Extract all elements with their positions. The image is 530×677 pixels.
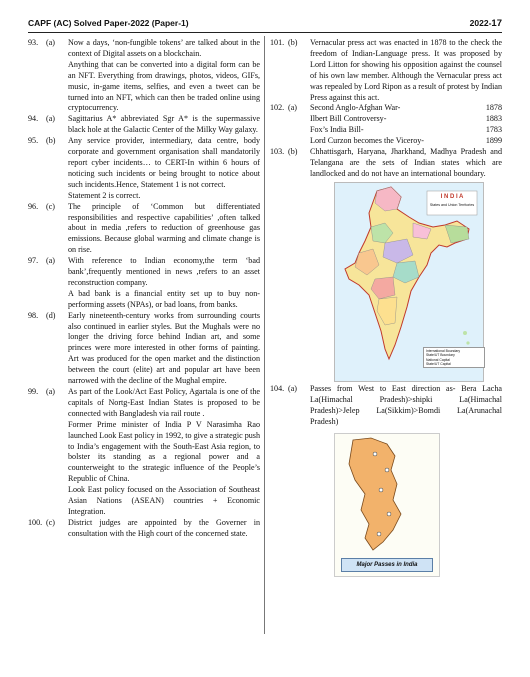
- answer-text: Vernacular press act was enacted in 1878 to the check the freedom of Indian-Language press. It was proposed by Lord Litton for showing his opposition against the counsel of his own law member. Although the Vernacular press act was repealed by Lord Ripon as a result of protest by Indian Press against this act.: [310, 38, 502, 102]
- event-label: Second Anglo-Afghan War-: [310, 103, 401, 113]
- answer-option: (a): [46, 387, 55, 396]
- year-label: 2022-: [469, 18, 492, 28]
- page-num: 17: [491, 18, 502, 29]
- question-number: 97.: [28, 256, 39, 266]
- question-number: 103.: [270, 147, 285, 157]
- question-number: 99.: [28, 387, 39, 396]
- answer-text: Former Prime minister of India P V Narasimha Rao launched Look East policy in 1992, to give a strategic push to India’s engagement with the South-East Asia region, to bolster its standing as a regional power and a counterweight to the strategic influence of the People’s Republic of China.: [68, 419, 260, 484]
- major-passes-map: [334, 433, 440, 577]
- event-row: [310, 114, 502, 125]
- question-number: 101.: [270, 38, 285, 47]
- answer-option: (b): [46, 136, 56, 146]
- answer-text: Early nineteenth-century works from surrounding courts also continued in earlier styles. But the Mughals were no longer the driving force behind Indian art, and some princes were more interested in other forms of painting. Art was produced for the open market and the distinction between the court (elite) art and popular art have been narrowed with the decline of the Mughal empire.: [68, 310, 260, 386]
- question-99: [28, 387, 260, 518]
- right-column: [270, 38, 502, 577]
- legend-item: State/UT Capital: [426, 362, 451, 366]
- map-caption: Major Passes in India: [341, 558, 433, 572]
- question-103: [270, 147, 502, 180]
- page-number: [470, 18, 502, 29]
- question-number: 93.: [28, 38, 39, 47]
- left-column: [28, 38, 260, 540]
- event-year: 1883: [485, 114, 502, 124]
- event-year: 1899: [485, 136, 502, 146]
- map-legend: [423, 347, 485, 369]
- answer-text: Any service provider, intermediary, data centre, body corporate and government organisation shall mandatorily report cyber incidents… to CERT-In within 6 hours of noticing such incidents or being brought to notice about such incidents.Hence, Statement 1 is not correct.: [68, 136, 260, 189]
- map-title: I N D I A: [440, 193, 464, 200]
- event-label: Fox’s India Bill-: [310, 125, 364, 135]
- answer-text: Passes from West to East direction as- Bera Lacha La(Himachal Pradesh)>shipki La(Himachal Pradesh)>Jelep La(Sikkim)>Bomdi La(Arunachal Pradesh): [310, 383, 502, 426]
- answer-text: Anything that can be converted into a digital form can be an NFT. Everything from drawings, photos, videos, GIFs, music, in-game items, selfies, and even a tweet can be turned into an NFT, which can then be traded online using cryptocurrency.: [68, 59, 260, 113]
- legend-item: International Boundary: [426, 348, 461, 353]
- answer-option: (a): [46, 256, 55, 266]
- question-100: [28, 518, 260, 540]
- answer-option: (b): [288, 147, 298, 157]
- india-political-map: [334, 182, 484, 382]
- answer-text: With reference to Indian economy,the term ‘bad bank’,frequently mentioned in news ,refers to an asset reconstruction company.: [68, 256, 260, 287]
- question-number: 96.: [28, 201, 39, 211]
- question-96: [28, 202, 260, 257]
- question-number: 94.: [28, 114, 39, 124]
- question-number: 95.: [28, 136, 39, 146]
- answer-option: (a): [288, 383, 297, 393]
- answer-text: A bad bank is a financial entity set up to buy non-performing assets (NPAs), or bad loans, from banks.: [68, 288, 260, 309]
- question-98: [28, 311, 260, 387]
- question-number: 100.: [28, 517, 43, 527]
- answer-option: (c): [46, 517, 55, 527]
- event-row: [310, 136, 502, 147]
- question-95: [28, 136, 260, 201]
- legend-item: State/UT Boundary: [426, 353, 455, 358]
- question-101: [270, 38, 502, 103]
- question-number: 104.: [270, 383, 285, 393]
- event-row: [310, 125, 502, 136]
- page-header: [28, 18, 502, 32]
- answer-text: The principle of ‘Common but differentiated responsibilities and respective capabilities’ ,often talked about in media ,refers to reduction of greenhouse gas emissions. Because global warming and climate change is on rise.: [68, 201, 260, 255]
- answer-text: Now a days, ‘non-fungible tokens’ are talked about in the context of Digital assets on a blockchain.: [68, 38, 260, 58]
- running-title: CAPF (AC) Solved Paper-2022 (Paper-1): [28, 18, 189, 28]
- question-97: [28, 256, 260, 311]
- passes-map-graphic: [335, 434, 439, 576]
- answer-option: (a): [46, 114, 55, 124]
- map-title-box: [429, 192, 475, 207]
- answer-option: (c): [46, 201, 55, 211]
- event-label: Lord Curzon becomes the Viceroy-: [310, 136, 424, 146]
- answer-option: (a): [288, 103, 297, 113]
- question-93: [28, 38, 260, 114]
- answer-option: (d): [46, 310, 56, 320]
- legend-item: National Capital: [426, 357, 450, 362]
- event-year: 1783: [485, 125, 502, 135]
- answer-text: As part of the Look/Act East Policy, Agartala is one of the capitals of Nortg-East Indian States is proposed to be connected with Bangladesh via rail route .: [68, 387, 260, 418]
- answer-text: District judges are appointed by the Governer in consultation with the High court of the concerned state.: [68, 517, 260, 538]
- answer-text: Chhattisgarh, Haryana, Jharkhand, Madhya Pradesh and Telangana are the sets of Indian states which are landlocked and do not have an international boundary.: [310, 147, 502, 178]
- answer-option: (b): [288, 38, 298, 47]
- event-year: 1878: [485, 103, 502, 113]
- question-94: [28, 114, 260, 136]
- answer-option: (a): [46, 38, 55, 47]
- answer-text: Look East policy focused on the Association of Southeast Asian Nations (ASEAN) countries + Economic Integration.: [68, 485, 260, 516]
- event-label: Ilbert Bill Controversy-: [310, 114, 387, 124]
- column-divider: [264, 36, 265, 634]
- map-subtitle: States and Union Territories: [429, 202, 475, 207]
- answer-text: Statement 2 is correct.: [68, 190, 141, 200]
- question-102: [270, 103, 502, 147]
- question-104: [270, 384, 502, 428]
- question-number: 102.: [270, 103, 285, 113]
- answer-text: Sagittarius A* abbreviated Sgr A* is the supermassive black hole at the Galactic Center of the Milky Way galaxy.: [68, 114, 260, 135]
- question-number: 98.: [28, 310, 39, 320]
- event-row: [310, 103, 502, 114]
- header-rule: [28, 32, 502, 33]
